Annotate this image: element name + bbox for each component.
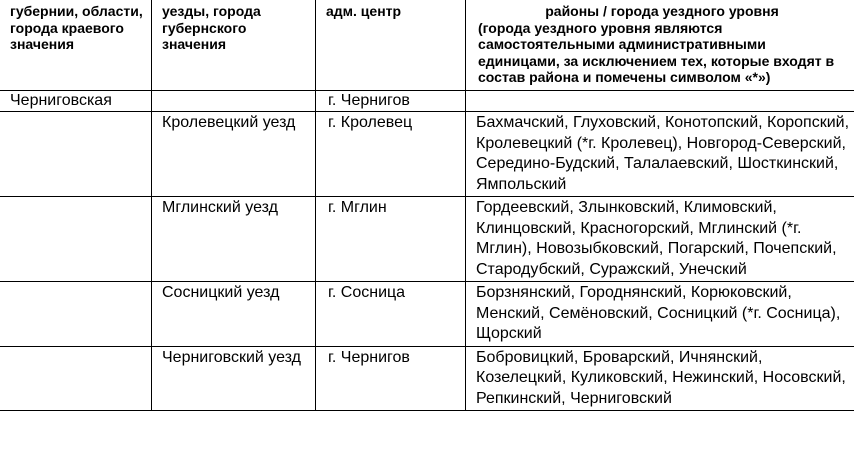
header-regions: губернии, области, города краевого значения (0, 0, 152, 90)
table-row (0, 112, 854, 197)
table-row (0, 90, 854, 112)
table-row (0, 282, 854, 347)
cell-districts (466, 90, 854, 112)
header-districts-note: (города уездного уровня являются самостоятельными административными единицами, за исключением тех, которые входят в состав района и помечены символом «*») (478, 19, 835, 85)
cell-uezd: Кролевецкий уезд (152, 112, 316, 197)
cell-region (0, 197, 152, 282)
cell-region (0, 282, 152, 347)
header-districts-title: районы / города уездного уровня (545, 3, 779, 19)
cell-center: г. Мглин (316, 197, 466, 282)
table-header-row (0, 0, 854, 90)
cell-region (0, 346, 152, 411)
cell-districts: Гордеевский, Злынковский, Климовский, Клинцовский, Красногорский, Мглинский (*г. Мглин), Новозыбковский, Погарский, Почепский, Стародубский, Суражский, Унечский (466, 197, 854, 282)
cell-uezd (152, 90, 316, 112)
cell-districts: Бахмачский, Глуховский, Конотопский, Коропский, Кролевецкий (*г. Кролевец), Новгород-Северский, Середино-Будский, Талалаевский, Шосткинский, Ямпольский (466, 112, 854, 197)
header-uezds: уезды, города губернского значения (152, 0, 316, 90)
cell-center: г. Чернигов (316, 346, 466, 411)
header-districts (466, 0, 854, 90)
cell-uezd: Сосницкий уезд (152, 282, 316, 347)
cell-districts: Борзнянский, Городнянский, Корюковский, Менский, Семёновский, Сосницкий (*г. Сосница), Щорский (466, 282, 854, 347)
cell-center: г. Сосница (316, 282, 466, 347)
cell-region: Черниговская (0, 90, 152, 112)
cell-uezd: Черниговский уезд (152, 346, 316, 411)
cell-region (0, 112, 152, 197)
header-admin-center: адм. центр (316, 0, 466, 90)
cell-center: г. Кролевец (316, 112, 466, 197)
table-row (0, 346, 854, 411)
cell-center: г. Чернигов (316, 90, 466, 112)
cell-districts: Бобровицкий, Броварский, Ичнянский, Козелецкий, Куликовский, Нежинский, Носовский, Репкинский, Черниговский (466, 346, 854, 411)
cell-uezd: Мглинский уезд (152, 197, 316, 282)
table-row (0, 197, 854, 282)
